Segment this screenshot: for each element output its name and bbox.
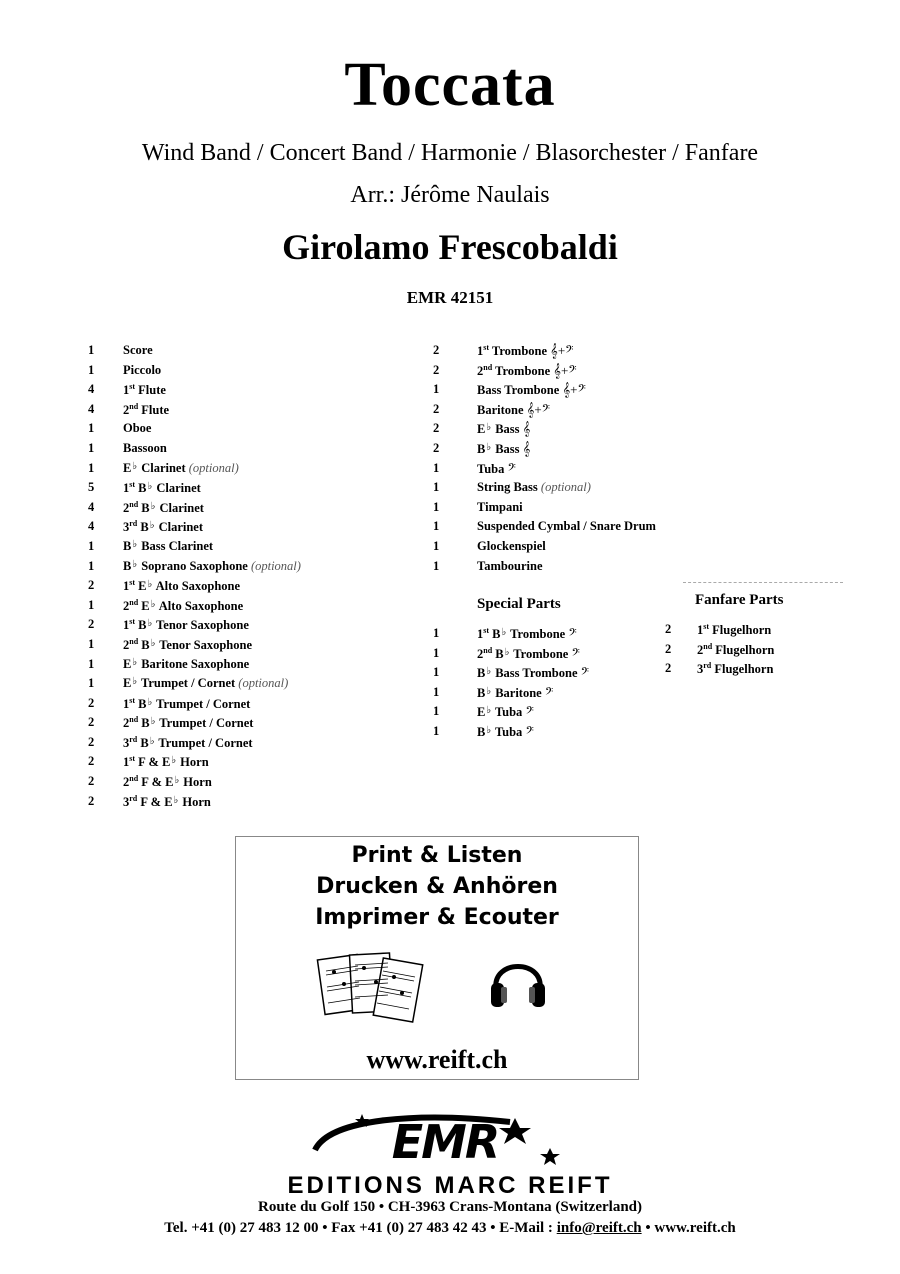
part-key: B (123, 538, 132, 553)
part-quantity: 4 (88, 382, 95, 397)
part-label: Trumpet / Cornet (138, 676, 236, 691)
part-label: Trumpet / Cornet (153, 696, 251, 711)
part-ordinal: 2 (123, 500, 130, 515)
part-ordinal: 1 (697, 623, 704, 637)
part-ordinal-suffix: st (129, 617, 136, 627)
part-ordinal-suffix: st (483, 343, 490, 352)
part-name (123, 754, 209, 770)
publisher-contact (0, 1220, 900, 1237)
part-quantity: 2 (88, 734, 95, 749)
part-ordinal-suffix: st (129, 695, 136, 705)
clef-icon: 𝄞+𝄢 (553, 362, 577, 378)
part-quantity: 1 (88, 676, 95, 691)
flat-sign: ♭ (132, 676, 138, 688)
part-name (123, 735, 253, 751)
part-quantity: 2 (88, 695, 95, 710)
flat-sign: ♭ (147, 579, 153, 591)
part-quantity: 2 (88, 617, 95, 632)
part-label: Flugelhorn (712, 642, 775, 657)
part-label: Score (123, 343, 153, 357)
part-ordinal-suffix: st (129, 480, 136, 490)
part-key: E (138, 579, 147, 594)
part-label: Alto Saxophone (156, 598, 244, 613)
part-key: B (138, 481, 147, 496)
part-label: Trombone (507, 627, 566, 641)
part-quantity: 1 (88, 440, 95, 455)
part-ordinal: 3 (123, 520, 130, 535)
part-ordinal-suffix: nd (129, 401, 139, 411)
flat-sign: ♭ (504, 646, 510, 658)
part-ordinal-suffix: nd (129, 774, 139, 784)
part-label: F & E (135, 755, 171, 770)
part-key: B (141, 500, 150, 515)
part-ordinal: 1 (123, 618, 130, 633)
publisher-name: EDITIONS MARC REIFT (287, 1172, 613, 1199)
part-key: E (123, 460, 132, 475)
part-quantity: 1 (88, 597, 95, 612)
special-parts-heading: Special Parts (477, 596, 561, 612)
flat-sign: ♭ (486, 422, 492, 434)
flat-sign: ♭ (486, 685, 492, 697)
optional-note: (optional) (250, 558, 301, 573)
fanfare-parts-heading: Fanfare Parts (695, 592, 784, 608)
part-label: Trumpet / Cornet (155, 735, 253, 750)
flat-sign: ♭ (147, 618, 153, 630)
part-label: Oboe (123, 421, 152, 436)
part-label: Clarinet (156, 500, 204, 515)
part-key: E (141, 598, 150, 613)
part-name (123, 598, 243, 614)
part-label: Tambourine (477, 558, 543, 573)
part-quantity: 1 (88, 538, 95, 553)
part-quantity: 1 (88, 636, 95, 651)
part-quantity: 2 (88, 715, 95, 730)
part-label: Tenor Saxophone (153, 618, 249, 633)
flat-sign: ♭ (150, 598, 156, 610)
part-ordinal-suffix: st (129, 578, 136, 588)
part-name (123, 480, 201, 496)
part-ordinal-suffix: rd (129, 793, 138, 803)
part-name (123, 461, 239, 476)
part-name (477, 480, 591, 495)
flat-sign: ♭ (150, 637, 156, 649)
part-key: E (477, 705, 486, 720)
flat-sign: ♭ (150, 716, 156, 728)
part-label: Soprano Saxophone (138, 558, 248, 573)
part-ordinal-suffix: st (703, 622, 710, 631)
part-key: E (123, 676, 132, 691)
clef-icon: 𝄞+𝄢 (550, 343, 574, 358)
part-key: B (123, 558, 132, 573)
part-name (123, 421, 151, 436)
part-name (123, 559, 301, 574)
part-ordinal: 2 (123, 598, 130, 613)
part-key: B (140, 735, 149, 750)
part-ordinal: 2 (123, 402, 130, 417)
part-ordinal-suffix: nd (129, 715, 139, 725)
part-name (697, 642, 774, 658)
part-ordinal: 3 (123, 735, 130, 750)
part-quantity: 2 (665, 661, 672, 676)
part-ordinal: 3 (697, 662, 704, 677)
part-ordinal-suffix: st (129, 382, 136, 392)
catalog-number: EMR 42151 (406, 288, 494, 307)
part-quantity: 1 (433, 499, 440, 514)
part-key: B (138, 696, 147, 711)
clef-icon: 𝄢 (525, 723, 534, 739)
part-quantity: 5 (88, 480, 95, 495)
part-ordinal-suffix: nd (483, 362, 493, 372)
part-quantity: 4 (88, 401, 95, 416)
part-name (123, 696, 250, 712)
part-name (123, 441, 167, 456)
part-quantity: 1 (88, 558, 95, 573)
part-ordinal-suffix: nd (129, 597, 139, 607)
part-name (477, 559, 543, 574)
part-label-suffix: Horn (177, 755, 209, 770)
part-ordinal: 2 (123, 637, 130, 652)
part-name (123, 578, 240, 594)
part-ordinal: 2 (123, 716, 130, 731)
part-label: F & E (137, 794, 173, 809)
part-quantity: 1 (433, 626, 440, 640)
part-name (477, 363, 577, 379)
clef-icon: 𝄢 (544, 684, 554, 700)
part-name (697, 622, 771, 638)
part-quantity: 1 (88, 421, 95, 436)
part-key: B (477, 666, 486, 681)
part-ordinal-suffix: nd (129, 499, 139, 509)
part-quantity: 2 (433, 343, 440, 357)
promo-line-english: Print & Listen (351, 843, 523, 868)
part-name (123, 343, 153, 358)
part-quantity: 1 (433, 723, 440, 738)
sheet-music-icon (316, 949, 426, 1029)
flat-sign: ♭ (173, 794, 179, 806)
flat-sign: ♭ (174, 775, 180, 787)
part-name (477, 626, 577, 642)
part-name (123, 363, 161, 378)
clef-icon: 𝄞+𝄢 (562, 382, 586, 398)
part-name (123, 657, 249, 672)
clef-icon: 𝄢 (525, 704, 534, 720)
part-ordinal: 1 (123, 696, 130, 711)
part-label: Clarinet (155, 520, 203, 535)
part-name (477, 724, 534, 740)
part-ordinal-suffix: st (129, 754, 136, 764)
part-label: Trombone (489, 344, 548, 358)
part-key: E (477, 422, 486, 437)
part-name (123, 637, 252, 653)
part-name (477, 685, 553, 701)
flat-sign: ♭ (132, 558, 138, 570)
part-quantity: 1 (433, 519, 440, 534)
part-label-suffix: Horn (179, 794, 211, 809)
part-quantity: 1 (433, 665, 440, 680)
part-quantity: 2 (665, 622, 672, 636)
part-key: B (495, 646, 504, 661)
part-quantity: 1 (88, 656, 95, 671)
part-label: Trombone (492, 363, 551, 378)
part-name (477, 441, 530, 457)
part-ordinal-suffix: rd (129, 734, 138, 744)
ensemble-subtitle: Wind Band / Concert Band / Harmonie / Blasorchester / Fanfare (141, 140, 759, 166)
part-quantity: 1 (433, 558, 440, 573)
part-quantity: 1 (433, 538, 440, 553)
part-quantity: 2 (433, 362, 440, 377)
part-quantity: 1 (88, 343, 95, 357)
part-label: Baritone Saxophone (138, 656, 250, 671)
part-key: E (123, 656, 132, 671)
part-ordinal-suffix: rd (703, 661, 712, 671)
composer-name: Girolamo Frescobaldi (282, 227, 618, 267)
part-key: B (140, 520, 149, 535)
flat-sign: ♭ (171, 755, 177, 767)
part-quantity: 1 (433, 645, 440, 660)
part-ordinal: 1 (123, 755, 130, 770)
part-ordinal: 2 (697, 642, 704, 657)
promo-line-german: Drucken & Anhören (316, 874, 558, 899)
part-ordinal: 1 (123, 383, 130, 398)
part-key: B (477, 441, 486, 456)
part-key: B (477, 724, 486, 739)
part-name (477, 382, 586, 398)
part-name (477, 343, 574, 359)
arranger-credit: Arr.: Jérôme Naulais (350, 182, 550, 208)
part-ordinal: 1 (477, 627, 484, 641)
clef-icon: 𝄢 (571, 645, 580, 661)
part-name (123, 774, 212, 790)
clef-icon: 𝄞 (522, 421, 531, 437)
part-name (477, 665, 589, 681)
contact-phone-fax: Tel. +41 (0) 27 483 12 00 • Fax +41 (0) 27 483 42 43 • E-Mail : (164, 1220, 557, 1236)
part-key: B (141, 637, 150, 652)
part-name (477, 539, 546, 554)
part-label-suffix: Horn (180, 775, 212, 790)
part-key: B (138, 618, 147, 633)
flat-sign: ♭ (132, 538, 138, 550)
part-key: B (492, 627, 501, 641)
flat-sign: ♭ (486, 705, 492, 717)
part-quantity: 2 (88, 578, 95, 593)
part-label: Suspended Cymbal / Snare Drum (477, 519, 656, 534)
flat-sign: ♭ (147, 696, 153, 708)
flat-sign: ♭ (132, 656, 138, 668)
flat-sign: ♭ (501, 627, 507, 638)
part-name (123, 676, 288, 691)
part-name (123, 500, 204, 516)
emr-logo-text: EMR (391, 1115, 499, 1169)
part-label: Baritone (477, 402, 524, 417)
flat-sign: ♭ (132, 460, 138, 472)
part-label: Bassoon (123, 440, 167, 455)
promo-line-french: Imprimer & Ecouter (315, 905, 559, 930)
part-name (697, 661, 773, 677)
part-label: Bass Trombone (477, 383, 560, 398)
part-quantity: 1 (433, 460, 440, 475)
score-title: Toccata (344, 51, 556, 119)
part-ordinal: 2 (477, 646, 484, 661)
clef-icon: 𝄞+𝄢 (526, 401, 551, 417)
part-quantity: 2 (88, 774, 95, 789)
part-name (477, 519, 656, 534)
part-quantity: 2 (433, 440, 440, 455)
part-quantity: 2 (88, 793, 95, 808)
part-name (477, 421, 530, 437)
part-label: Baritone (492, 685, 542, 700)
part-quantity: 2 (665, 641, 672, 656)
publisher-address: Route du Golf 150 • CH-3963 Crans-Montana (Switzerland) (258, 1199, 642, 1215)
flat-sign: ♭ (486, 666, 492, 678)
part-name (123, 794, 211, 810)
flat-sign: ♭ (147, 481, 153, 493)
part-quantity: 1 (88, 362, 95, 377)
clef-icon: 𝄢 (507, 460, 516, 476)
flat-sign: ♭ (149, 520, 155, 532)
part-label: Timpani (477, 499, 523, 514)
headphones-icon (488, 949, 548, 1013)
part-label: Trombone (510, 646, 569, 661)
part-quantity: 4 (88, 519, 95, 534)
part-label: Bass (492, 422, 520, 437)
part-quantity: 2 (433, 401, 440, 416)
part-label: Tuba (477, 461, 505, 476)
part-label: Alto Saxophone (153, 579, 241, 594)
part-key: B (141, 716, 150, 731)
part-ordinal-suffix: rd (129, 519, 138, 529)
part-name (477, 461, 516, 477)
part-name (123, 617, 249, 633)
part-label: Tuba (492, 705, 523, 720)
contact-website[interactable]: • www.reift.ch (641, 1220, 736, 1236)
part-name (477, 402, 550, 418)
optional-note: (optional) (188, 460, 239, 475)
part-name (477, 704, 534, 720)
part-label: Flute (135, 383, 166, 398)
part-label: F & E (138, 775, 174, 790)
part-quantity: 2 (88, 754, 95, 769)
optional-note: (optional) (540, 480, 591, 495)
part-label: Tuba (492, 724, 523, 739)
part-ordinal-suffix: nd (129, 636, 139, 646)
part-label: Clarinet (138, 460, 186, 475)
part-quantity: 2 (433, 421, 440, 436)
flat-sign: ♭ (150, 500, 156, 512)
flat-sign: ♭ (486, 441, 492, 453)
part-quantity: 1 (88, 460, 95, 475)
part-label: Flute (138, 402, 170, 417)
part-label: Trumpet / Cornet (156, 716, 254, 731)
part-quantity: 1 (433, 382, 440, 397)
print-listen-box[interactable] (235, 836, 639, 1080)
part-label: String Bass (477, 480, 538, 495)
part-quantity: 1 (433, 704, 440, 719)
part-name (123, 402, 169, 418)
part-name (477, 646, 580, 662)
part-name (123, 382, 166, 398)
optional-note: (optional) (238, 676, 289, 691)
part-name (123, 519, 203, 535)
part-label: Clarinet (153, 481, 201, 496)
part-ordinal: 1 (123, 579, 130, 594)
part-name (477, 500, 523, 515)
part-label: Bass Clarinet (138, 538, 214, 553)
flat-sign: ♭ (486, 724, 492, 736)
part-quantity: 1 (433, 480, 440, 495)
part-quantity: 4 (88, 499, 95, 514)
part-ordinal: 1 (123, 481, 130, 496)
part-label: Flugelhorn (711, 662, 774, 677)
flat-sign: ♭ (149, 735, 155, 747)
part-ordinal-suffix: nd (703, 641, 713, 651)
part-ordinal: 2 (123, 775, 130, 790)
part-label: Bass (492, 441, 520, 456)
part-name (123, 539, 213, 554)
part-ordinal: 2 (477, 363, 484, 378)
clef-icon: 𝄢 (568, 626, 577, 641)
part-key: B (477, 685, 486, 700)
clef-icon: 𝄢 (580, 665, 589, 681)
part-name (123, 715, 253, 731)
part-ordinal-suffix: st (483, 626, 490, 635)
part-ordinal-suffix: nd (483, 645, 493, 655)
part-label: Flugelhorn (709, 623, 772, 637)
promo-website-link[interactable]: www.reift.ch (366, 1045, 508, 1074)
divider (683, 582, 843, 583)
email-link[interactable]: info@reift.ch (556, 1220, 642, 1236)
part-label: Glockenspiel (477, 538, 546, 553)
part-ordinal: 3 (123, 794, 130, 809)
part-ordinal: 1 (477, 344, 484, 358)
part-label: Tenor Saxophone (156, 637, 252, 652)
part-quantity: 1 (433, 684, 440, 699)
clef-icon: 𝄞 (522, 440, 531, 456)
part-label: Bass Trombone (492, 666, 578, 681)
part-label: Piccolo (123, 362, 162, 377)
